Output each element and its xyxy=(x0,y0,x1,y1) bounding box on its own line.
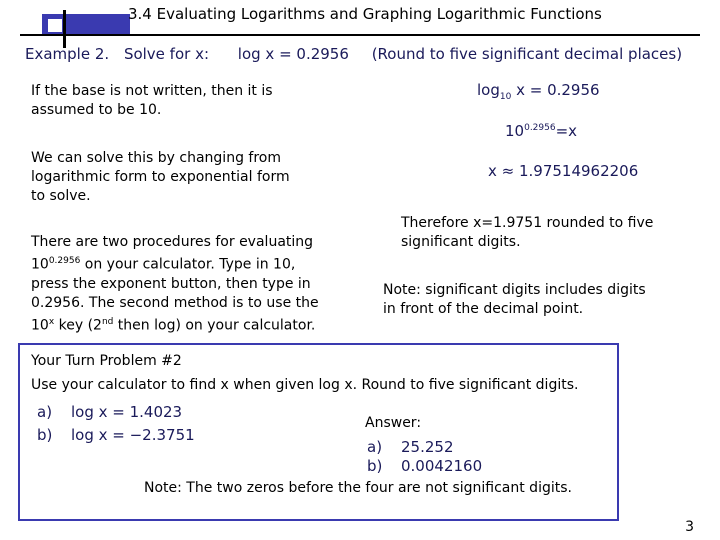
solve-note-line-2: logarithmic form to exponential form xyxy=(31,169,290,185)
example-line xyxy=(25,45,692,63)
solve-note-line-1: We can solve this by changing from xyxy=(31,150,281,166)
sigfig-line-1: Note: significant digits includes digits xyxy=(383,282,646,298)
example-label: Example 2. xyxy=(25,45,110,63)
solve-note-line-3: to solve. xyxy=(31,188,91,204)
procedure-line-5 xyxy=(31,313,319,336)
header-accent-notch xyxy=(48,19,62,32)
header-horizontal-rule xyxy=(20,34,700,36)
example-prompt: Solve for x: xyxy=(123,45,210,63)
key-end: then log) on your calculator. xyxy=(113,317,316,334)
key-exponent: x xyxy=(48,316,55,327)
exp-base: 10 xyxy=(505,122,525,140)
step-approx-value: x ≈ 1.97514962206 xyxy=(488,162,639,180)
exp-exponent: 0.2956 xyxy=(524,123,556,133)
procedure-base: 10 xyxy=(31,256,49,273)
log-text: log xyxy=(477,81,500,99)
procedure-line-3: press the exponent button, then type in xyxy=(31,275,311,292)
sigfig-line-2: in front of the decimal point. xyxy=(383,301,584,317)
base-note-line-1: If the base is not written, then it is xyxy=(31,83,273,99)
example-equation: log x = 0.2956 xyxy=(237,45,349,63)
therefore-note xyxy=(401,214,653,252)
key-base: 10 xyxy=(31,317,49,334)
answer-a-label: a) xyxy=(367,438,383,456)
problem-a-label: a) xyxy=(37,403,53,421)
sigfig-note xyxy=(383,281,646,319)
exp-rest: =x xyxy=(555,122,578,140)
answer-a-value: 25.252 xyxy=(401,438,454,456)
procedure-exponent: 0.2956 xyxy=(48,256,81,266)
problem-b-equation: log x = −2.3751 xyxy=(71,426,195,444)
step-log-form xyxy=(477,81,600,102)
your-turn-instruction: Use your calculator to find x when given log x. Round to five significant digits. xyxy=(31,377,579,393)
therefore-line-1: Therefore x=1.9751 rounded to five xyxy=(401,215,654,231)
base-note xyxy=(31,82,273,120)
procedure-line-2 xyxy=(31,252,319,275)
page-number: 3 xyxy=(685,519,694,535)
step-exponential-form xyxy=(505,122,577,140)
procedure-line-1: There are two procedures for evaluating xyxy=(31,234,314,250)
procedure-line-4: 0.2956. The second method is to use the xyxy=(31,294,319,311)
answer-b-label: b) xyxy=(367,457,383,475)
problem-b-label: b) xyxy=(37,426,53,444)
solve-note xyxy=(31,149,290,206)
your-turn-footnote: Note: The two zeros before the four are not significant digits. xyxy=(144,480,572,496)
your-turn-heading: Your Turn Problem #2 xyxy=(31,353,182,369)
log-rest: x = 0.2956 xyxy=(511,81,600,99)
therefore-line-2: significant digits. xyxy=(401,234,521,250)
key-ordinal: nd xyxy=(101,316,114,327)
answer-b-value: 0.0042160 xyxy=(401,457,483,475)
header-vertical-rule xyxy=(63,10,66,48)
base-note-line-2: assumed to be 10. xyxy=(31,102,162,118)
example-instruction: (Round to five significant decimal places) xyxy=(371,45,683,63)
procedure-line-2-rest: on your calculator. Type in 10, xyxy=(80,256,296,273)
key-mid: key (2 xyxy=(54,317,102,334)
slide-title: 3.4 Evaluating Logarithms and Graphing Logarithmic Functions xyxy=(128,5,602,23)
problem-a-equation: log x = 1.4023 xyxy=(71,403,183,421)
answer-label: Answer: xyxy=(365,415,422,431)
procedure-note xyxy=(31,233,319,335)
log-subscript: 10 xyxy=(499,92,512,102)
